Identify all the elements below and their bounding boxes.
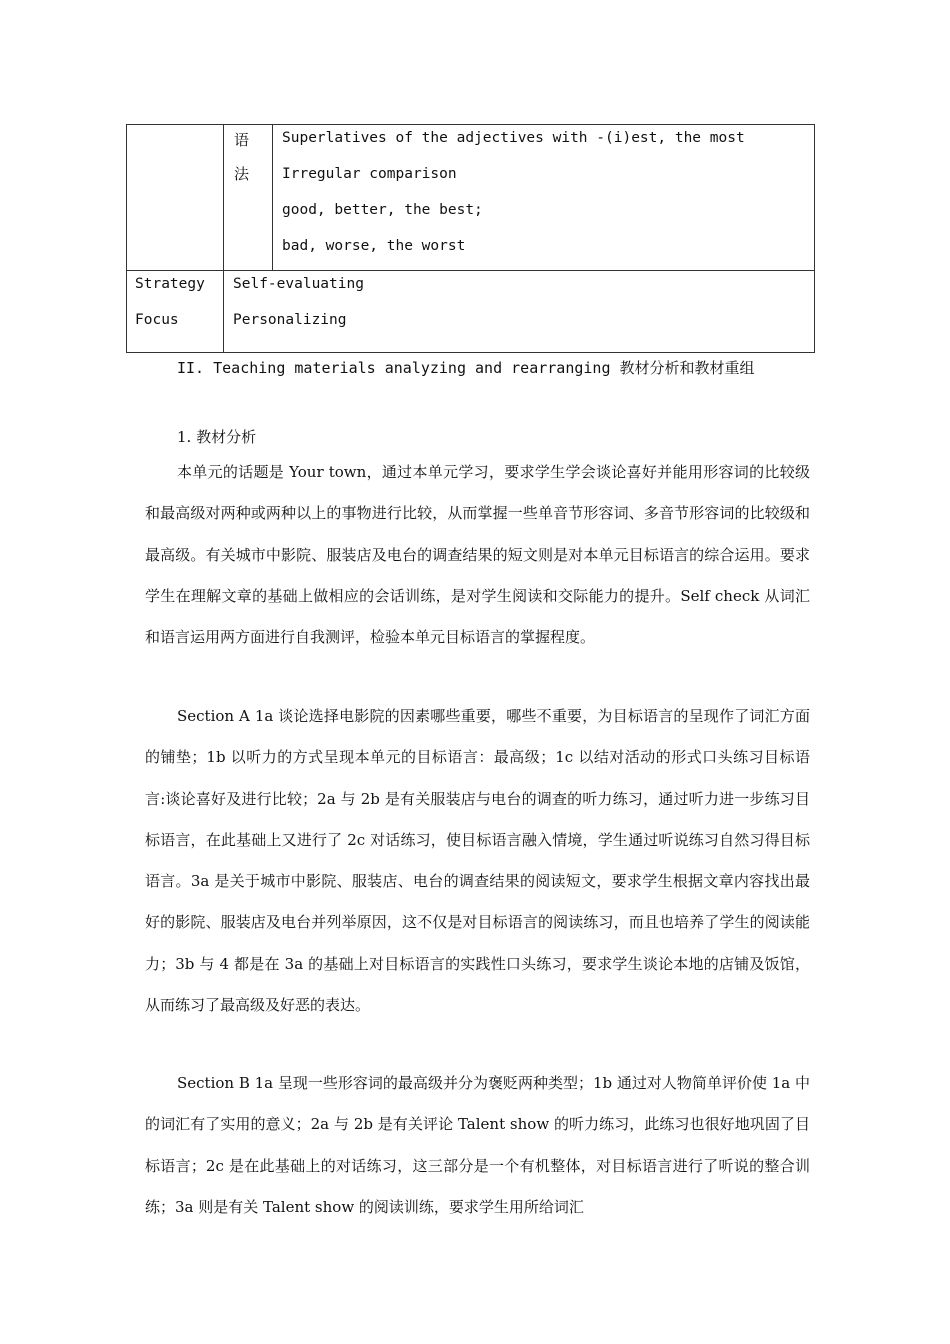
subheading: 1. 教材分析 bbox=[177, 428, 257, 446]
strategy-label-line: Strategy bbox=[135, 276, 205, 292]
section-heading: II. Teaching materials analyzing and rearranging 教材分析和教材重组 bbox=[177, 359, 755, 377]
grammar-label-char: 语 bbox=[234, 131, 250, 149]
grammar-label-char: 法 bbox=[234, 165, 250, 183]
strategy-content-cell bbox=[224, 271, 814, 353]
grammar-label-cell bbox=[224, 125, 273, 270]
strategy-line: Personalizing bbox=[233, 312, 347, 328]
strategy-row bbox=[127, 271, 814, 353]
strategy-label-line: Focus bbox=[135, 312, 179, 328]
strategy-line: Self-evaluating bbox=[233, 276, 364, 292]
grammar-line: good, better, the best; bbox=[282, 202, 483, 218]
grammar-line: bad, worse, the worst bbox=[282, 238, 466, 254]
grammar-line: Superlatives of the adjectives with -(i)est, the most bbox=[282, 130, 745, 146]
strategy-label-cell bbox=[127, 271, 224, 353]
paragraph: Section A 1a 谈论选择电影院的因素哪些重要，哪些不重要，为目标语言的呈现作了词汇方面的铺垫；1b 以听力的方式呈现本单元的目标语言：最高级；1c 以结对活动的形式口头练习目标语言:谈论喜好及进行比较；2a 与 2b 是有关服装店与电台的调查的听力练习，通过听力进一步练习目标语言，在此基础上又进行了 2c 对话练习，使目标语言融入情境，学生通过听说练习自然习得目标语言。3a 是关于城市中影院、服装店、电台的调查结果的阅读短文，要求学生根据文章内容找出最好的影院、服装店及电台并列举原因，这不仅是对目标语言的阅读练习，而且也培养了学生的阅读能力；3b 与 4 都是在 3a 的基础上对目标语言的实践性口头练习，要求学生谈论本地的店铺及饭馆，从而练习了最高级及好恶的表达。 bbox=[145, 707, 810, 1015]
grammar-content-cell bbox=[273, 125, 814, 270]
grammar-line: Irregular comparison bbox=[282, 166, 457, 182]
empty-cell bbox=[127, 125, 224, 270]
paragraph: 本单元的话题是 Your town，通过本单元学习，要求学生学会谈论喜好并能用形容词的比较级和最高级对两种或两种以上的事物进行比较，从而掌握一些单音节形容词、多音节形容词的比较级和最高级。有关城市中影院、服装店及电台的调查结果的短文则是对本单元目标语言的综合运用。要求学生在理解文章的基础上做相应的会话训练，是对学生阅读和交际能力的提升。Self check 从词汇和语言运用两方面进行自我测评，检验本单元目标语言的掌握程度。 bbox=[145, 463, 810, 647]
grammar-row bbox=[127, 125, 814, 271]
paragraph: Section B 1a 呈现一些形容词的最高级并分为褒贬两种类型；1b 通过对人物简单评价使 1a 中的词汇有了实用的意义；2a 与 2b 是有关评论 Talent show 的听力练习，此练习也很好地巩固了目标语言；2c 是在此基础上的对话练习，这三部分是一个有机整体，对目标语言进行了听说的整合训练；3a 则是有关 Talent show 的阅读训练，要求学生用所给词汇 bbox=[145, 1074, 810, 1216]
content-table bbox=[126, 124, 815, 353]
